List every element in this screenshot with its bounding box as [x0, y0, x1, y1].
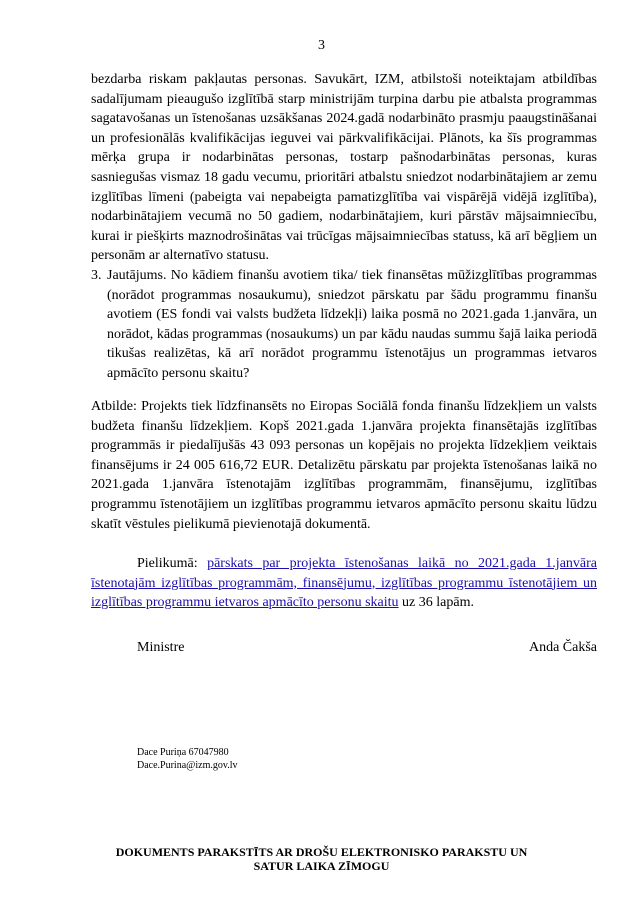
- answer-paragraph: Atbilde: Projekts tiek līdzfinansēts no Eiropas Sociālā fonda finanšu līdzekļiem un valsts budžeta finanšu līdzekļiem. Kopš 2021.gada 1.janvāra projekta finansētajās izglītības programmās ir piedalījušās 43 093 personas un kopējais no projekta līdzekļiem veiktais finansējums ir 24 005 616,72 EUR. Detalizētu pārskatu par projekta īstenošanas laikā no 2021.gada 1.janvāra īstenotajām izglītības programmām, finansējumu, izglītības programmu īstenotājiem un izglītības programmu ietvaros apmācīto personu skaitu lūdzu skatīt vēstules pielikumā pievienotajā dokumentā.: [91, 399, 597, 532]
- question-text: Jautājums. No kādiem finanšu avotiem tika/ tiek finansētas mūžizglītības programmas (norādot programmas nosaukumu), sniedzot pārskatu par šādu programmu finanšu avotiem (ES fondi vai valsts budžeta līdzekļi) laika posmā no 2021.gada 1.janvāra, un norādot, kādas programmas (nosaukums) un par kādu naudas summu šajā laika periodā tikušas realizētas, kā arī norādot programmu īstenotājus un programmas ietvaros apmācīto personu skaitu?: [107, 268, 597, 381]
- attachment-suffix: uz 36 lapām.: [402, 595, 474, 611]
- contact-name-phone: Dace Puriņa 67047980: [137, 747, 229, 758]
- contact-email: Dace.Purina@izm.gov.lv: [137, 760, 238, 771]
- attachment-label: Pielikumā:: [137, 556, 198, 571]
- signature-notice: [80, 845, 563, 873]
- body-paragraph: bezdarba riskam pakļautas personas. Savukārt, IZM, atbilstoši noteiktajam atbildības sadalījumam pieaugušo izglītībā starp ministrijām turpina darbu pie atbalsta programmas sagatavošanas un īstenošanas uzsākšanas 2024.gadā nodarbināto prasmju paaugstināšanai un profesionālās kvalifikācijas ieguvei vai pārkvalifikācijai. Plānots, ka šīs programmas mērķa grupa ir nodarbinātas personas, tostarp pašnodarbinātas personas, kuras sasniegušas vismaz 18 gadu vecumu, prioritāri atbalstu sniedzot nodarbinātajiem ar zemu izglītības līmeni (pabeigta vai nepabeigta pamatizglītība vai vispārējā vidējā izglītība), nodarbinātajiem vecumā no 50 gadiem, nodarbinātajiem, kuri pārstāv mājsaimniecību, kurai ir piešķirts maznodrošinātas vai trūcīgas mājsaimniecības statuss, kā arī bēgļiem un personām ar alternatīvo statusu.: [91, 72, 597, 264]
- question-number: 3.: [91, 268, 102, 283]
- attachment-paragraph: [91, 554, 597, 613]
- attachment-link[interactable]: pārskats par projekta īstenošanas laikā no 2021.gada 1.janvāra īstenotajām izglītības programmām, finansējumu, izglītības programmu īstenotājiem un izglītības programmu ietvaros apmācīto personu skaitu: [91, 556, 597, 611]
- signatory-title: Ministre: [137, 640, 185, 655]
- signature-notice-line2: SATUR LAIKA ZĪMOGU: [253, 859, 390, 873]
- signature-notice-line1: DOKUMENTS PARAKSTĪTS AR DROŠU ELEKTRONISKO PARAKSTU UN: [115, 845, 528, 859]
- contact-info: [137, 746, 237, 772]
- page-number: 3: [318, 38, 325, 53]
- signatory-name: Anda Čakša: [528, 640, 597, 655]
